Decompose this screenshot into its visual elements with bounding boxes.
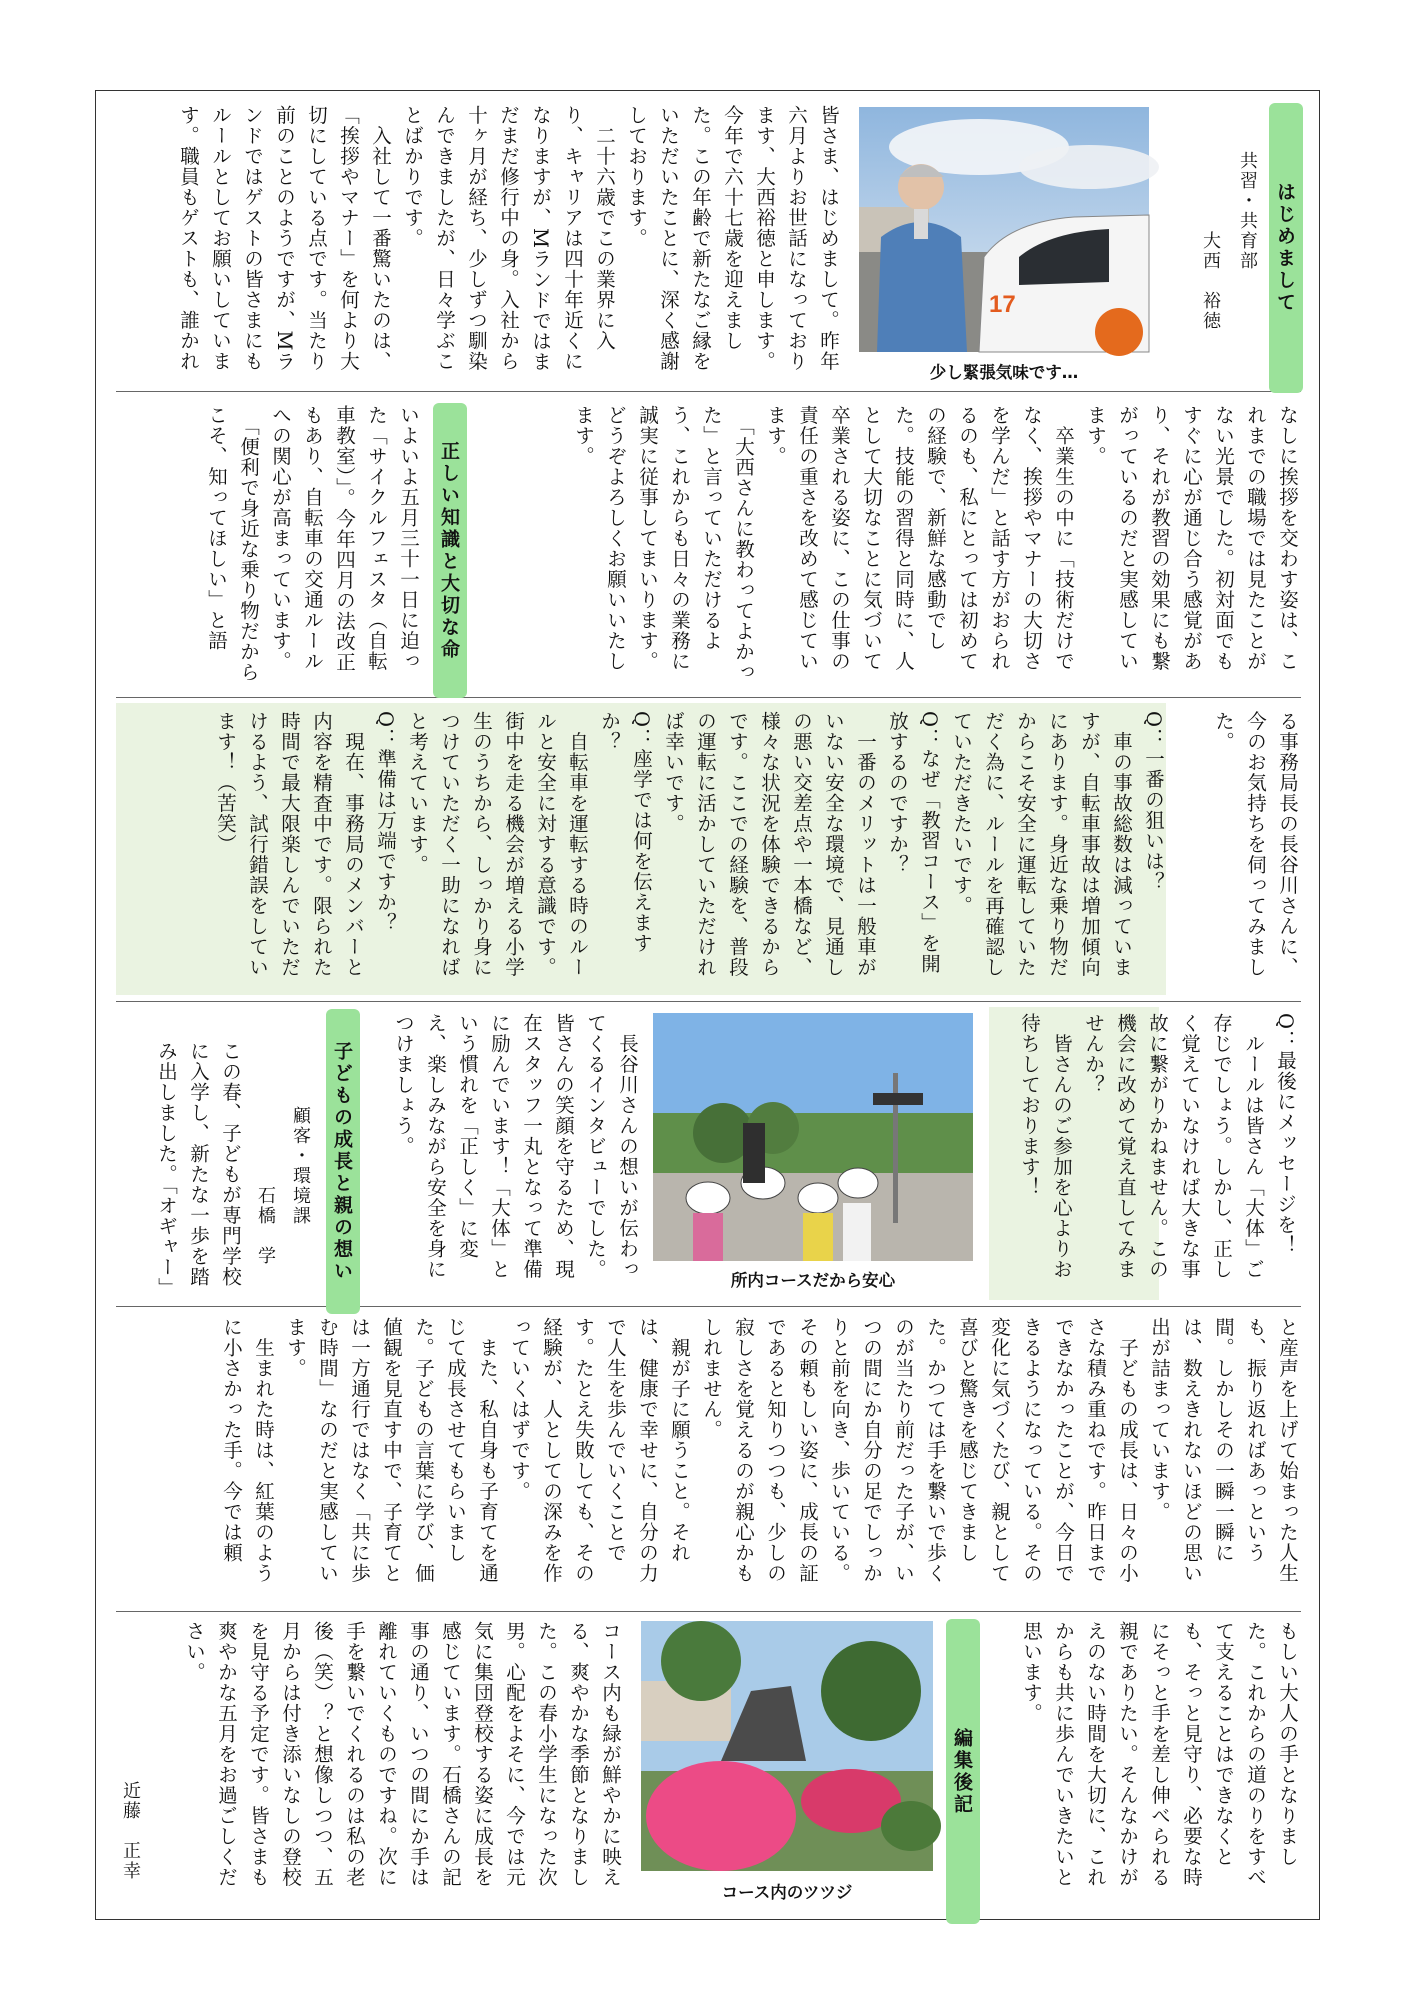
article-child-growth-lead: この春、子どもが専門学校に入学し、新たな一歩を踏み出しました。「オギャー」 bbox=[155, 1041, 242, 1298]
section-tag-hajimemashite: はじめまして bbox=[1269, 103, 1303, 393]
article-intro-column: 皆さま、はじめまして。昨年六月よりお世話になっております、大西裕徳と申します。今年で六十七歳を迎えました。この年齢で新たなご縁をいただいたことに、深く感謝しております。 二十六歳でこの業界に入り、キャリアは四十年近くになりますが、Mランドではまだまだ修行中の身。入社から十ヶ月が経ち、少しずつ馴染んできましたが、日々学ぶことばかりです。 入社して一番驚いたのは、「挨拶やマナー」を何より大切にしている点です。当たり前のことのようですが、Mランドではゲストの皆さまにもルールとしてお願いしています。職員もゲストも、誰かれ bbox=[177, 105, 840, 372]
divider bbox=[116, 1306, 1301, 1307]
photo-staff-portrait bbox=[859, 107, 1149, 352]
interview-last-message: Q：最後にメッセージを！ ルールは皆さん「大体」ご存じでしょう。しかし、正しく覚えていなければ大きな事故に繋がりかねません。この機会に改めて覚え直してみませんか？ 皆さんのご参加を心よりお待ちしております！ bbox=[1018, 1013, 1297, 1280]
photo-caption: 少し緊張気味です… bbox=[929, 363, 1079, 382]
photo-caption: コース内のツツジ bbox=[721, 1883, 853, 1902]
newsletter-page bbox=[95, 90, 1320, 1920]
photo-kids-bicycle bbox=[653, 1013, 973, 1261]
divider bbox=[116, 1001, 1301, 1002]
section-tag-editors-note: 編集後記 bbox=[946, 1619, 980, 1924]
section-tag-child-growth: 子どもの成長と親の想い bbox=[326, 1009, 360, 1314]
article-after-interview: 長谷川さんの想いが伝わってくるインタビューでした。皆さんの笑顔を守るため、現在スタッフ一丸となって準備に励んでいます！「大体」という慣れを「正しく」に変え、楽しみながら安全を身につけましょう。 bbox=[392, 1013, 639, 1280]
section-tag-correct-knowledge: 正しい知識と大切な命 bbox=[433, 403, 467, 698]
divider bbox=[116, 1611, 1301, 1612]
editors-note-body: コース内も緑が鮮やかに映える、爽やかな季節となりました。この春小学生になった次男。心配をよそに、今では元気に集団登校する姿に成長を感じています。石橋さんの記事の通り、いつの間にか手は離れていくものですね。次に手を繋いでくれるのは私の老後（笑）？と想像しつつ、五月からは付き添いなしの登校を見守る予定です。皆さまも爽やかな五月をお過ごしください。 bbox=[183, 1621, 622, 1888]
article-intro-continued: なしに挨拶を交わす姿は、これまでの職場では見たことがない光景でした。初対面でもすぐに心が通じ合う感覚があり、それが教習の効果にも繋がっているのだと実感しています。 卒業生の中に「技術だけでなく、挨拶やマナーの大切さを学んだ」と話す方がおられるのも、私にとっては初めての経験で、新鮮な感動でした。技能の習得と同時に、人として大切なことに気づいて卒業される姿に、この仕事の責任の重さを改めて感じています。 「大西さんに教わってよかった」と言っていただけるよう、これからも日々の業務に誠実に従事してまいります。どうぞよろしくお願いいたします。 bbox=[572, 405, 1299, 683]
svg-text:17: 17 bbox=[989, 291, 1016, 318]
article-cycle-fest-lead: いよいよ五月三十一日に迫った「サイクルフェスタ（自転車教室）」。今年四月の法改正もあり、自転車の交通ルールへの関心が高まっています。 「便利で身近な乗り物だからこそ、知ってほしい」と語 bbox=[205, 405, 420, 683]
author-dept: 共習・共育部 bbox=[1237, 151, 1258, 271]
author-dept: 顧客・環境課 bbox=[290, 1106, 311, 1226]
divider bbox=[116, 391, 1301, 392]
interview-intro: る事務局長の長谷川さんに、今のお気持ちを伺ってみました。 bbox=[1212, 711, 1299, 978]
author-name: 大西 裕徳 bbox=[1200, 231, 1221, 331]
article-child-growth-end: もしい大人の手となりました。これからの道のりをすべて支えることはできなくとも、そっと見守り、必要な時にそっと手を差し伸べられる親でありたい。そんなかけがえのない時間を大切に、これからも共に歩んでいきたいと思います。 bbox=[1020, 1621, 1299, 1888]
interview-qa: Q：一番の狙いは？ 車の事故総数は減っていますが、自転車事故は増加傾向にあります。身近な乗り物だからこそ安全に運転していただく為に、ルールを再確認していただきたいです。 Q：なぜ「教習コース」を開放するのですか？ 一番のメリットは一般車がいない安全な環境で、見通しの悪い交差点や一本橋など、様々な状況を体験できるからです。ここでの経験を、普段の運転に活かしていただければ幸いです。 Q：座学では何を伝えますか？ 自転車を運転する時のルールと安全に対する意識です。街中を走る機会が増える小学生のうちから、しっかり身につけていただく一助になればと考えています。 Q：準備は万端ですか？ 現在、事務局のメンバーと内容を精査中です。限られた時間で最大限楽しんでいただけるよう、試行錯誤をしています！（苦笑） bbox=[214, 711, 1165, 978]
divider bbox=[116, 697, 1301, 698]
author-name: 石橋 学 bbox=[255, 1186, 276, 1266]
article-child-growth-body: と産声を上げて始まった人生も、振り返ればあっという間。しかしその一瞬一瞬には、数えきれないほどの思い出が詰まっています。 子どもの成長は、日々の小さな積み重ねです。昨日までできなかったことが、今日できるようになっている。その変化に気づくたび、親として喜びと驚きを感じてきました。かつては手を繋いで歩くのが当たり前だった子が、いつの間にか自分の足でしっかりと前を向き、歩いている。その頼もしい姿に、成長の証であると知りつつも、少しの寂しさを覚えるのが親心かもしれません。 親が子に願うこと。それは、健康で幸せに、自分の力で人生を歩んでいくことです。たとえ失敗しても、その経験が、人としての深みを作っていくはずです。 また、私自身も子育てを通じて成長させてもらいました。子どもの言葉に学び、価値観を見直す中で、子育てとは一方通行ではなく「共に歩む時間」なのだと実感しています。 生まれた時は、紅葉のように小さかった手。今では頼 bbox=[220, 1317, 1299, 1584]
photo-caption: 所内コースだから安心 bbox=[730, 1271, 896, 1290]
photo-azalea-course bbox=[641, 1621, 933, 1871]
author-name: 近藤 正幸 bbox=[120, 1781, 141, 1881]
